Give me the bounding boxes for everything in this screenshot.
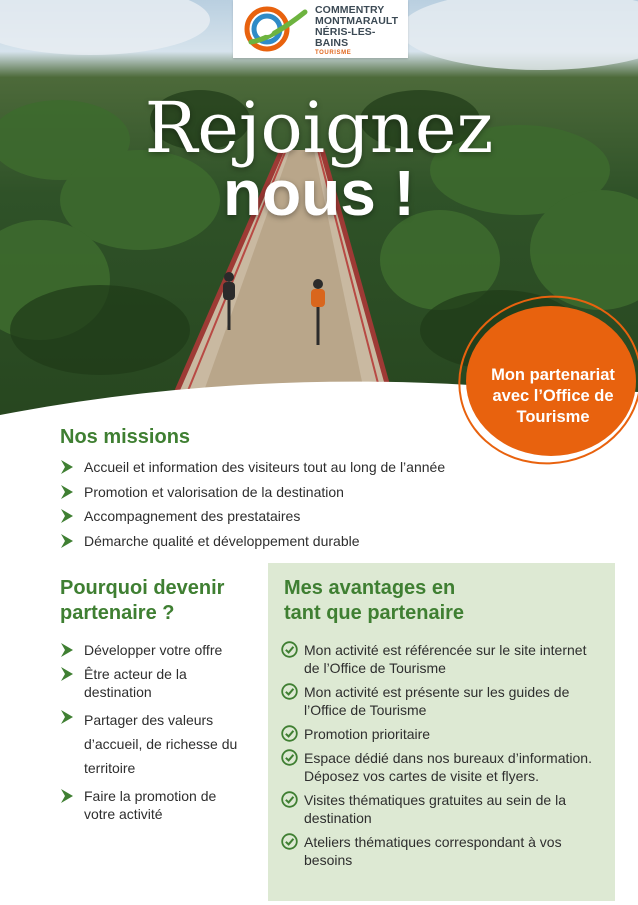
check-circle-icon: [281, 749, 298, 766]
check-circle-icon: [281, 791, 298, 808]
advantages-item-text: Mon activité est référencée sur le site internet de l’Office de Tourisme: [304, 642, 587, 676]
missions-list: [60, 458, 580, 550]
advantages-heading-line-1: Mes avantages en: [284, 577, 456, 599]
why-heading-line-2: partenaire ?: [60, 602, 175, 624]
chevron-right-icon: [60, 534, 73, 548]
advantages-item-text: Espace dédié dans nos bureaux d’information. Déposez vos cartes de visite et flyers.: [304, 750, 592, 784]
advantages-item-text: Ateliers thématiques correspondant à vos besoins: [304, 834, 562, 868]
check-circle-icon: [281, 641, 298, 658]
list-item: [60, 641, 250, 659]
logo-line-1: COMMENTRY: [315, 4, 385, 16]
why-heading-line-1: Pourquoi devenir: [60, 577, 225, 599]
advantages-list: [281, 641, 601, 869]
list-item: [60, 532, 580, 550]
chevron-right-icon: [60, 485, 73, 499]
list-item: [60, 708, 250, 780]
advantages-item-text: Mon activité est présente sur les guides de l’Office de Tourisme: [304, 684, 570, 718]
badge-word-2: partenariat: [529, 366, 615, 384]
missions-item-text: Accueil et information des visiteurs tout au long de l’année: [84, 459, 446, 475]
advantages-item-text: Visites thématiques gratuites au sein de la destination: [304, 792, 567, 826]
chevron-right-icon: [60, 710, 73, 724]
list-item: [60, 483, 580, 501]
hero-title-line-1: Rejoignez: [144, 87, 494, 169]
chevron-right-icon: [60, 509, 73, 523]
logo-swirl-icon: [235, 0, 315, 58]
advantages-heading: [284, 576, 604, 626]
list-item: [60, 507, 580, 525]
list-item: [60, 665, 250, 701]
badge-word-1: Mon: [491, 366, 526, 384]
list-item: [60, 787, 250, 823]
logo-line-3: NÉRIS-LES-BAINS: [315, 26, 376, 49]
list-item: [281, 749, 601, 785]
check-circle-icon: [281, 683, 298, 700]
hero-title-line-2: nous !: [223, 157, 415, 229]
list-item: [281, 683, 601, 719]
advantages-heading-line-2: tant que partenaire: [284, 602, 465, 624]
partnership-badge-text: [468, 365, 638, 428]
missions-item-text: Démarche qualité et développement durable: [84, 532, 360, 549]
missions-heading: Nos missions: [60, 426, 191, 448]
why-item-text: Partager des valeurs d’accueil, de richesse du territoire: [84, 712, 238, 776]
badge-line-2: avec l’Office de: [492, 387, 614, 405]
why-list: [60, 641, 250, 823]
list-item: [281, 641, 601, 677]
chevron-right-icon: [60, 667, 73, 681]
chevron-right-icon: [60, 460, 73, 474]
advantages-item-text: Promotion prioritaire: [304, 726, 431, 742]
missions-item-text: Promotion et valorisation de la destination: [84, 483, 344, 500]
missions-item-text: Accompagnement des prestataires: [84, 508, 301, 524]
why-item-text: Faire la promotion de votre activité: [84, 788, 217, 822]
badge-line-3: Tourisme: [516, 408, 590, 426]
list-item: [281, 833, 601, 869]
logo-tagline: TOURISME: [315, 50, 352, 56]
chevron-right-icon: [60, 643, 73, 657]
list-item: [60, 458, 580, 476]
list-item: [281, 791, 601, 827]
why-heading: [60, 576, 265, 626]
chevron-right-icon: [60, 789, 73, 803]
list-item: [281, 725, 601, 743]
logo: [233, 0, 408, 58]
check-circle-icon: [281, 833, 298, 850]
why-item-text: Être acteur de la destination: [84, 666, 187, 700]
check-circle-icon: [281, 725, 298, 742]
logo-line-2: MONTMARAULT: [315, 15, 399, 27]
why-item-text: Développer votre offre: [84, 642, 223, 658]
